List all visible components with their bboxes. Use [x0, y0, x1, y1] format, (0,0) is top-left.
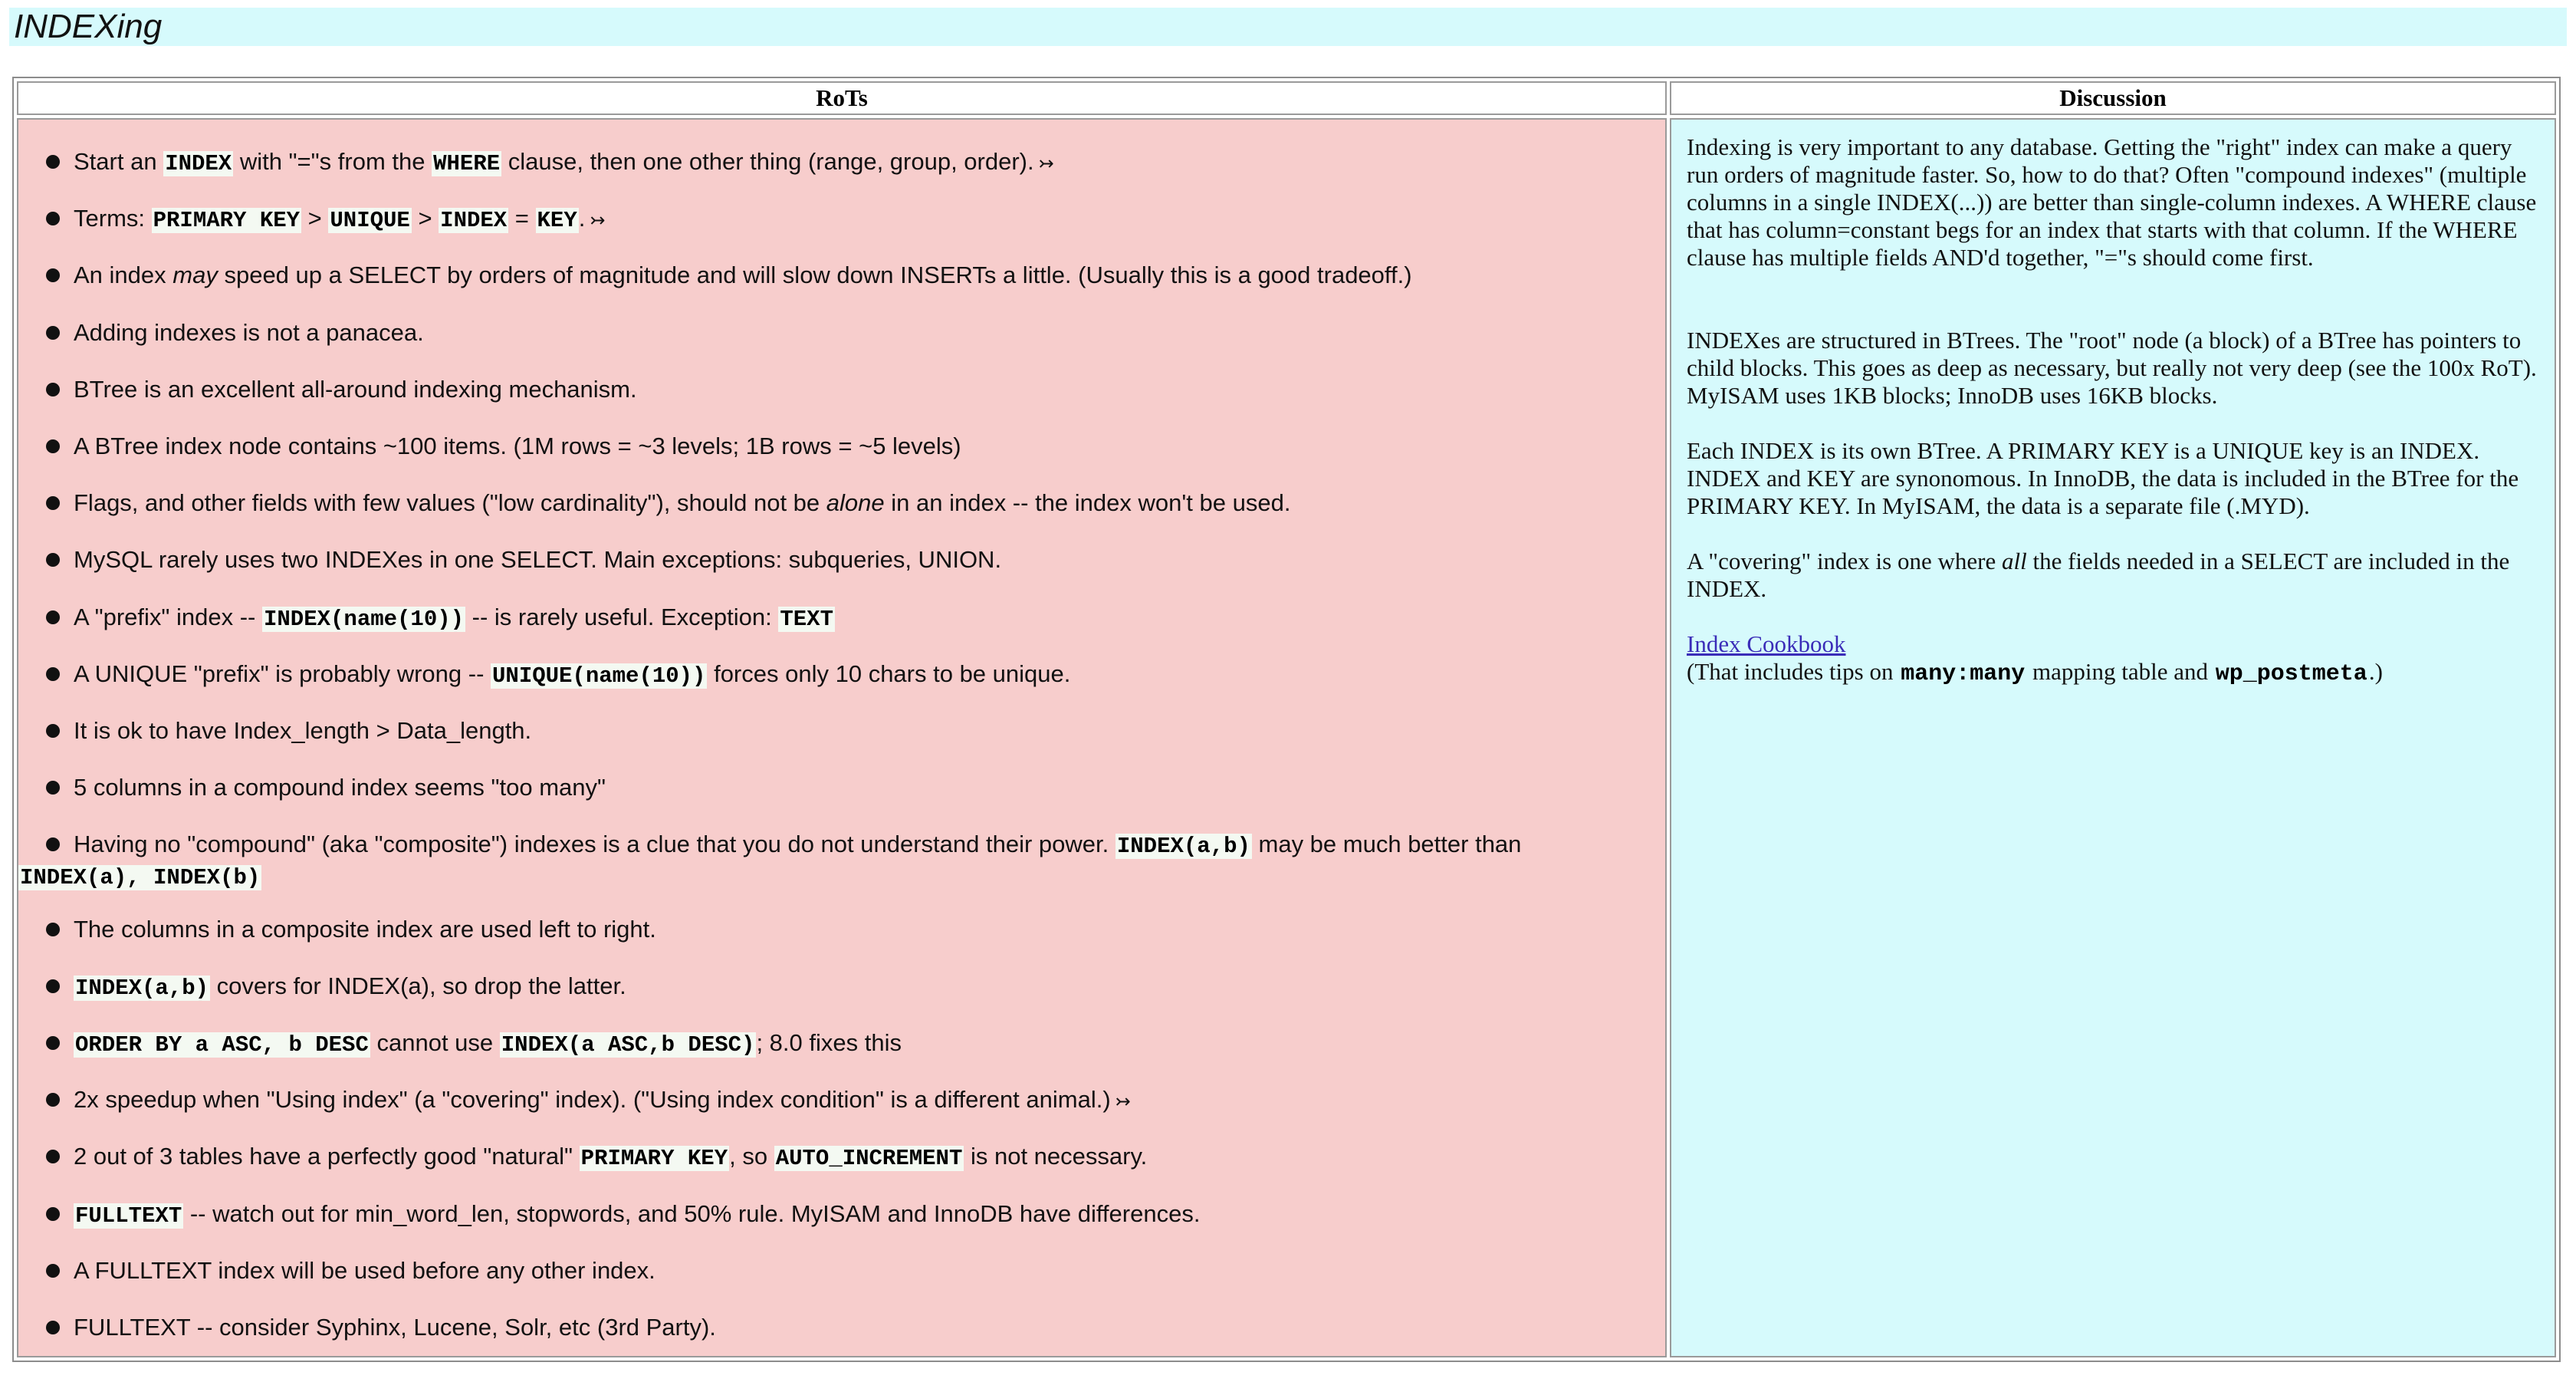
bullet-icon — [46, 1093, 60, 1107]
rot-text: cannot use — [370, 1029, 500, 1056]
inline-code: WHERE — [433, 151, 501, 176]
rot-text: > — [301, 205, 329, 232]
discussion-paragraph: INDEXes are structured in BTrees. The "root" node (a block) of a BTree has pointers to child blocks. This goes as deep as necessary, but really not very deep (see the 100x RoT). MyISAM uses 1KB blocks; InnoDB uses 16KB blocks. — [1687, 327, 2537, 409]
page-title-bar — [9, 8, 2567, 46]
inline-code: INDEX — [165, 151, 232, 176]
inline-code: ORDER BY a ASC, b DESC — [75, 1032, 369, 1058]
bullet-icon — [46, 212, 60, 225]
rot-text: 2 out of 3 tables have a perfectly good "natural" — [74, 1143, 580, 1170]
discussion-paragraph: Indexing is very important to any database. Getting the "right" index can make a query run orders of magnitude faster. So, how to do that? Often "compound indexes" (multiple columns in a single INDEX(...)) are better than single-column indexes. A WHERE clause that has column=constant begs for an index that starts with that column. If the WHERE clause has multiple fields AND'd together, "="s should come first. — [1687, 133, 2537, 271]
column-header-discussion: Discussion — [1670, 81, 2556, 115]
rot-item — [20, 830, 1641, 893]
index-cookbook-link[interactable]: Index Cookbook — [1687, 630, 1846, 657]
rot-item — [46, 318, 1641, 347]
emphasis: all — [2001, 548, 2027, 574]
rot-item — [46, 1256, 1641, 1285]
rot-item — [46, 773, 1641, 802]
rot-item — [46, 1199, 1641, 1231]
cookbook-block — [1687, 630, 2539, 688]
inline-code: INDEX(a), INDEX(b) — [20, 865, 261, 891]
inline-code: KEY — [537, 208, 577, 234]
bullet-icon — [46, 326, 60, 340]
rot-text: MySQL rarely uses two INDEXes in one SELECT. Main exceptions: subqueries, UNION. — [74, 546, 1002, 574]
bullet-icon — [46, 1264, 60, 1278]
inline-code: AUTO_INCREMENT — [775, 1146, 963, 1172]
bullet-icon — [46, 837, 60, 851]
rot-text: covers for INDEX(a), so drop the latter. — [210, 972, 626, 999]
inline-code: wp_postmeta — [2215, 661, 2367, 687]
inline-code: UNIQUE(name(10)) — [492, 663, 706, 689]
rot-item — [46, 375, 1641, 404]
rot-text: > — [411, 205, 439, 232]
rot-item — [46, 603, 1641, 634]
rot-text: forces only 10 chars to be unique. — [707, 660, 1071, 687]
rot-item — [46, 489, 1641, 518]
rot-item — [46, 1028, 1641, 1060]
inline-code: PRIMARY KEY — [580, 1146, 728, 1172]
inline-code: PRIMARY KEY — [153, 208, 301, 234]
bullet-icon — [46, 667, 60, 681]
bullet-icon — [46, 553, 60, 567]
bullet-icon — [46, 923, 60, 936]
rot-item — [46, 1085, 1641, 1116]
inline-code: INDEX — [440, 208, 508, 234]
rot-text: Start an — [74, 148, 164, 175]
rot-item — [46, 660, 1641, 691]
rot-text: 2x speedup when "Using index" (a "covering" index). ("Using index condition" is a different animal.) — [74, 1086, 1111, 1114]
rot-text: ; 8.0 fixes this — [756, 1029, 902, 1056]
bullet-icon — [46, 1150, 60, 1163]
jump-arrow-icon[interactable]: ↣ — [590, 209, 606, 232]
jump-arrow-icon[interactable]: ↣ — [1115, 1091, 1131, 1113]
rot-text: BTree is an excellent all-around indexing mechanism. — [74, 375, 637, 403]
page-title: INDEXing — [14, 8, 163, 45]
discussion-text: A "covering" index is one where — [1687, 548, 2002, 574]
rot-item — [46, 261, 1641, 290]
rot-text: speed up a SELECT by orders of magnitude and will slow down INSERTs a little. (Usually this is a good tradeoff.) — [217, 262, 1412, 289]
rot-text: , so — [729, 1143, 774, 1170]
inline-code: INDEX(a,b) — [1116, 834, 1250, 860]
rot-item — [46, 147, 1641, 179]
bullet-icon — [46, 439, 60, 453]
inline-code: FULLTEXT — [75, 1203, 182, 1229]
bullet-icon — [46, 1207, 60, 1221]
inline-code: UNIQUE — [330, 208, 410, 234]
bullet-icon — [46, 1321, 60, 1334]
rot-text: with "="s from the — [233, 148, 432, 175]
inline-code: INDEX(a,b) — [75, 975, 209, 1001]
rot-text: -- watch out for min_word_len, stopwords, and 50% rule. MyISAM and InnoDB have differences. — [183, 1199, 1201, 1227]
rot-text: in an index -- the index won't be used. — [884, 489, 1291, 517]
column-header-rots: RoTs — [17, 81, 1667, 115]
rot-text: Adding indexes is not a panacea. — [74, 318, 424, 346]
rot-text: FULLTEXT -- consider Syphinx, Lucene, Solr, etc (3rd Party). — [74, 1314, 716, 1341]
rot-text: A BTree index node contains ~100 items. (1M rows = ~3 levels; 1B rows = ~5 levels) — [74, 433, 961, 459]
bullet-icon — [46, 610, 60, 624]
rot-text: -- is rarely useful. Exception: — [465, 603, 779, 630]
tips-text: (That includes tips on — [1687, 658, 1900, 685]
rot-text: . — [578, 205, 586, 232]
rot-text: A UNIQUE "prefix" is probably wrong -- — [74, 660, 491, 687]
rot-text: It is ok to have Index_length > Data_length. — [74, 717, 532, 744]
jump-arrow-icon[interactable]: ↣ — [1038, 153, 1054, 174]
rot-text: 5 columns in a compound index seems "too many" — [74, 774, 606, 801]
rot-text: = — [508, 205, 536, 232]
bullet-icon — [46, 979, 60, 993]
rot-text: Terms: — [74, 205, 152, 232]
rot-item — [46, 915, 1641, 944]
rot-item — [46, 1313, 1641, 1342]
rot-item — [46, 716, 1641, 745]
rot-item — [46, 204, 1641, 235]
rot-text: clause, then one other thing (range, group, order). — [501, 148, 1034, 175]
rot-text: Flags, and other fields with few values ("low cardinality"), should not be — [74, 489, 826, 517]
discussion-paragraph: Each INDEX is its own BTree. A PRIMARY KEY is a UNIQUE key is an INDEX. INDEX and KEY are synonomous. In InnoDB, the data is included in the BTree for the PRIMARY KEY. In MyISAM, the data is a separate file (.MYD). — [1687, 437, 2519, 519]
inline-code: many:many — [1901, 661, 2026, 687]
rot-text: A FULLTEXT index will be used before any other index. — [74, 1256, 656, 1284]
discussion-text: the fields needed in a SELECT are included in the INDEX. — [1687, 548, 2510, 602]
rot-item — [46, 432, 1641, 461]
rot-text: The columns in a composite index are used left to right. — [74, 915, 656, 943]
bullet-icon — [46, 1036, 60, 1050]
emphasis: may — [172, 262, 218, 289]
rot-text: Having no "compound" (aka "composite") indexes is a clue that you do not understand their power. — [74, 831, 1116, 858]
rot-text: may be much better than — [1251, 831, 1522, 858]
tips-text: mapping table and — [2026, 658, 2214, 685]
rot-item — [46, 972, 1641, 1003]
rots-cell — [17, 118, 1667, 1357]
emphasis: alone — [826, 489, 885, 517]
bullet-icon — [46, 268, 60, 282]
bullet-icon — [46, 155, 60, 169]
bullet-icon — [46, 383, 60, 397]
bullet-icon — [46, 496, 60, 510]
inline-code: INDEX(name(10)) — [264, 606, 465, 632]
rot-continuation — [18, 861, 261, 893]
rot-text: An index — [74, 262, 173, 289]
rot-item — [46, 545, 1641, 574]
rot-text: A "prefix" index -- — [74, 603, 262, 630]
rot-text: is not necessary. — [964, 1143, 1148, 1170]
discussion-paragraph — [1687, 548, 2539, 603]
bullet-icon — [46, 724, 60, 738]
bullet-icon — [46, 781, 60, 795]
tips-text: .) — [2368, 658, 2383, 685]
rot-item — [46, 1142, 1641, 1173]
inline-code: INDEX(a ASC,b DESC) — [501, 1032, 755, 1058]
discussion-cell — [1670, 118, 2556, 1357]
inline-code: TEXT — [780, 606, 833, 632]
